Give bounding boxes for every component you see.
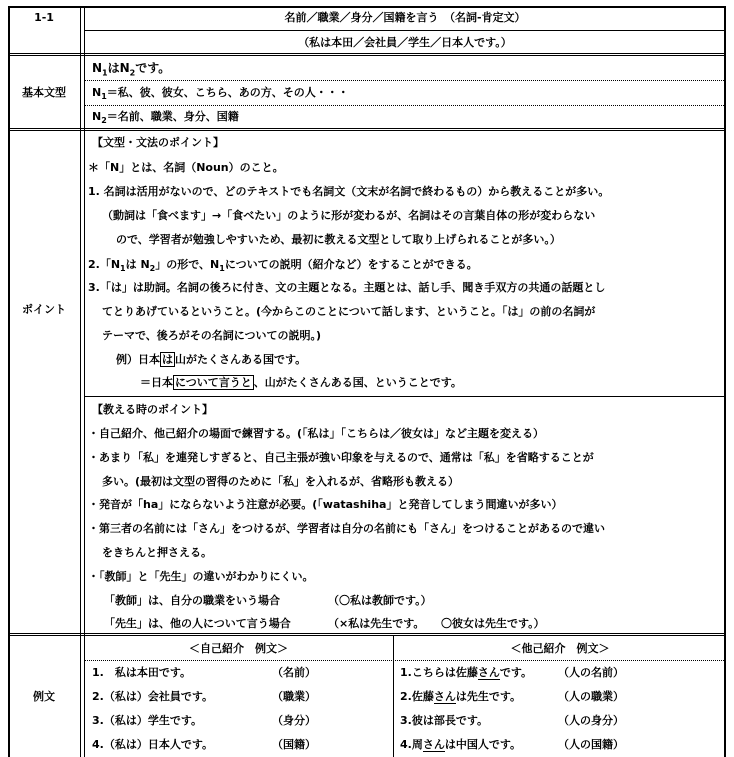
text-span: 」の形で、N — [155, 258, 220, 271]
other-example — [400, 738, 521, 752]
divider — [8, 633, 726, 636]
page-subtitle: （私は本田／会社員／学生／日本人です。） — [298, 36, 512, 49]
example-sentence — [116, 353, 306, 367]
divider — [84, 80, 726, 81]
pattern-text: ＝私、彼、彼女、こちら、あの方、その人・・・ — [106, 86, 349, 99]
underlined-san: さん — [433, 690, 456, 703]
teaching-point-line: ・第三者の名前には「さん」をつけるが、学習者は自分の名前にも「さん」をつけることがあるので違い — [88, 522, 605, 535]
other-example-tag: （人の職業） — [558, 690, 624, 703]
text-span: 2.佐藤 — [400, 690, 434, 703]
underlined-san: さん — [477, 666, 500, 679]
grammar-point-line: （動詞は「食べます」→「食べたい」のように形が変わるが、名詞はその言葉自体の形が変わらない — [102, 209, 596, 222]
self-example-tag: （職業） — [272, 690, 316, 703]
self-example-tag: （国籍） — [272, 738, 316, 751]
self-example: 4.（私は）日本人です。 — [92, 738, 213, 751]
text-span: ＝日本 — [140, 376, 173, 389]
text-span: 、山がたくさんある国、ということです。 — [253, 376, 462, 389]
divider — [84, 396, 726, 397]
divider — [84, 105, 726, 106]
text-span: です。 — [499, 666, 532, 679]
text-span: 例）日本 — [116, 353, 160, 366]
other-example-tag: （人の名前） — [558, 666, 624, 679]
text-span: 1.こちらは佐藤 — [400, 666, 478, 679]
grammar-point-line: 3.「は」は助詞。名詞の後ろに付き、文の主題となる。主題とは、話し手、聞き手双方の共通の話題とし — [88, 281, 606, 294]
text-span: 4.周 — [400, 738, 423, 751]
text-span: 山がたくさんある国です。 — [175, 353, 307, 366]
self-example-tag: （名前） — [272, 666, 316, 679]
boxed-phrase: について言うと — [175, 376, 252, 389]
self-example: 3.（私は）学生です。 — [92, 714, 202, 727]
teaching-point-line: ・自己紹介、他己紹介の場面で練習する。(「私は」「こちらは／彼女は」など主題を変える） — [88, 427, 545, 440]
divider — [8, 128, 726, 131]
text-span: 2.「N — [88, 258, 121, 271]
pattern-line-3 — [92, 110, 239, 128]
teaching-point-note: （×私は先生です。 — [328, 617, 425, 630]
boxed-particle: は — [162, 353, 173, 366]
pattern-text: ＝名前、職業、身分、国籍 — [106, 110, 239, 123]
other-example — [400, 714, 488, 728]
teaching-point-line: ・発音が「ha」にならないよう注意が必要。(「watashiha」と発音してしまう間違いが多い） — [88, 498, 563, 511]
other-example-tag: （人の国籍） — [558, 738, 624, 751]
text-span: 3.彼は部長です。 — [400, 714, 488, 727]
other-example — [400, 666, 532, 680]
pattern-text: N — [92, 110, 102, 123]
other-intro-title: ＜他己紹介 例文＞ — [510, 642, 610, 655]
teaching-point-title: 【教える時のポイント】 — [92, 403, 213, 416]
teaching-point-note: （〇私は教師です。） — [328, 594, 432, 607]
text-span: は N — [125, 258, 150, 271]
pattern-line-1 — [92, 61, 170, 80]
text-span: は中国人です。 — [444, 738, 521, 751]
grammar-point-line: てとりあげているということ。(今からこのことについて話します、ということ。「は」の前の名詞が — [102, 305, 596, 318]
teaching-point-line: ・あまり「私」を連発しすぎると、自己主張が強い印象を与えるので、通常は「私」を省略することが — [88, 451, 594, 464]
examples-label: 例文 — [33, 690, 55, 703]
underlined-san: さん — [422, 738, 445, 751]
text-span: についての説明（紹介など）をすることができる。 — [224, 258, 478, 271]
teaching-point-line: 「教師」は、自分の職業をいう場合 — [104, 594, 280, 607]
pattern-label: 基本文型 — [22, 86, 66, 99]
subscript: 2 — [129, 68, 136, 78]
pattern-text: です。 — [135, 61, 171, 75]
teaching-point-line: ・「教師」と「先生」の違いがわかりにくい。 — [88, 570, 314, 583]
teaching-point-line: 「先生」は、他の人について言う場合 — [104, 617, 291, 630]
subscript: 1 — [219, 264, 225, 274]
other-example — [400, 690, 521, 704]
subscript: 1 — [120, 264, 126, 274]
grammar-point-title: 【文型・文法のポイント】 — [92, 136, 224, 149]
teaching-point-note: 〇彼女は先生です。） — [441, 617, 545, 630]
grammar-point-line: ので、学習者が勉強しやすいため、最初に教える文型として取り上げられることが多い。） — [116, 233, 561, 246]
self-intro-title: ＜自己紹介 例文＞ — [189, 642, 288, 655]
page-title: 名前／職業／身分／国籍を言う （名詞-肯定文） — [284, 11, 526, 24]
subscript: 2 — [149, 264, 156, 274]
divider — [84, 30, 726, 31]
other-example-tag: （人の身分） — [558, 714, 624, 727]
point-label: ポイント — [22, 303, 66, 316]
self-example: 1. 私は本田です。 — [92, 666, 191, 679]
pattern-text: N — [92, 61, 103, 75]
grammar-point-line: ＊「N」とは、名詞（Noun）のこと。 — [88, 161, 284, 174]
grammar-point-line — [88, 258, 478, 276]
subscript: 2 — [101, 116, 107, 126]
pattern-text: N — [92, 86, 102, 99]
divider — [8, 53, 726, 56]
teaching-point-line: をきちんと押さえる。 — [102, 546, 212, 559]
teaching-point-line: 多い。(最初は文型の習得のために「私」を入れるが、省略形も教える） — [102, 475, 460, 488]
grammar-point-line: テーマで、後ろがその名詞についての説明。) — [102, 329, 322, 342]
self-example: 2.（私は）会社員です。 — [92, 690, 213, 703]
self-example-tag: （身分） — [272, 714, 316, 727]
text-span: は先生です。 — [455, 690, 521, 703]
lesson-number: 1-1 — [34, 11, 54, 24]
example-paraphrase — [140, 376, 462, 390]
subscript: 1 — [102, 68, 108, 78]
pattern-line-2 — [92, 86, 349, 104]
divider — [84, 660, 726, 661]
pattern-text: はN — [107, 61, 130, 75]
subscript: 1 — [101, 92, 107, 102]
grammar-point-line: 1. 名詞は活用がないので、どのテキストでも名詞文（文末が名詞で終わるもの）から教えることが多い。 — [88, 185, 610, 198]
